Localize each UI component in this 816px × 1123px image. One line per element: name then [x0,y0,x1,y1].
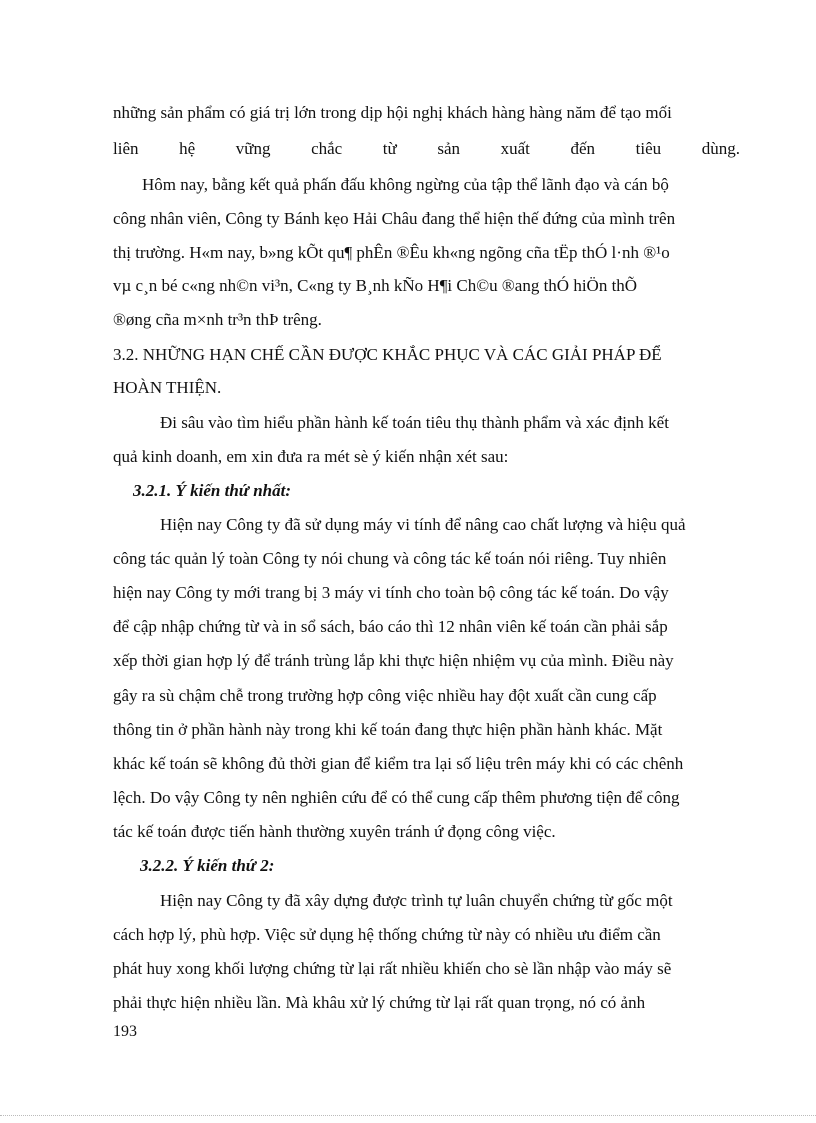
paragraph-line: phải thực hiện nhiều lần. Mà khâu xử lý chứng từ lại rất quan trọng, nó có ảnh [113,993,646,1012]
paragraph-line: thị trường. H«m nay, b»ng kÕt qu¶ phÊn ®Êu kh«ng ngõng cña tËp thÓ l·nh ®¹o [113,243,670,262]
paragraph-line: Đi sâu vào tìm hiểu phần hành kế toán tiêu thụ thành phẩm và xác định kết [160,413,669,432]
paragraph-line: vµ c¸n bé c«ng nh©n vi³n, C«ng ty B¸nh kÑo H¶i Ch©u ®ang thÓ hiÖn thÕ [113,276,638,295]
paragraph-line: công nhân viên, Công ty Bánh kẹo Hải Châu đang thể hiện thế đứng của mình trên [113,209,676,228]
paragraph-line: lệch. Do vậy Công ty nên nghiên cứu để có thể cung cấp thêm phương tiện để công [113,788,680,807]
paragraph-line: gây ra sù chậm chễ trong trường hợp công việc nhiều hay đột xuất cần cung cấp [113,686,657,705]
paragraph-line: khác kế toán sẽ không đủ thời gian để kiểm tra lại số liệu trên máy khi có các chênh [113,754,684,773]
paragraph-line: những sản phẩm có giá trị lớn trong dịp hội nghị khách hàng hàng năm để tạo mối [113,103,672,122]
paragraph-line: ®øng cña m×nh tr³n thÞ trêng. [113,310,322,329]
paragraph-line: quả kinh doanh, em xin đưa ra mét sè ý kiến nhận xét sau: [113,447,509,466]
paragraph-line: cách hợp lý, phù hợp. Việc sử dụng hệ thống chứng từ này có nhiều ưu điểm cần [113,925,661,944]
subsection-heading: 3.2.2. Ý kiến thứ 2: [140,856,275,875]
paragraph-line: để cập nhập chứng từ và in sổ sách, báo cáo thì 12 nhân viên kế toán cần phải sắp [113,617,668,636]
section-heading: HOÀN THIỆN. [113,378,222,397]
paragraph-line: liên hệ vững chắc từ sản xuất đến tiêu dùng. [113,139,740,158]
paragraph-line: công tác quản lý toàn Công ty nói chung và công tác kế toán nói riêng. Tuy nhiên [113,549,667,568]
paragraph-line: Hôm nay, bằng kết quả phấn đấu không ngừng của tập thể lãnh đạo và cán bộ [142,175,669,194]
paragraph-line: xếp thời gian hợp lý để tránh trùng lắp khi thực hiện nhiệm vụ của mình. Điều này [113,651,674,670]
paragraph-line: tác kế toán được tiến hành thường xuyên tránh ứ đọng công việc. [113,822,556,841]
paragraph-line: hiện nay Công ty mới trang bị 3 máy vi tính cho toàn bộ công tác kế toán. Do vậy [113,583,669,602]
paragraph-line: phát huy xong khối lượng chứng từ lại rất nhiều khiến cho sè lần nhập vào máy sẽ [113,959,672,978]
section-heading: 3.2. NHỮNG HẠN CHẾ CẦN ĐƯỢC KHẮC PHỤC VÀ CÁC GIẢI PHÁP ĐỂ [113,345,662,364]
subsection-heading: 3.2.1. Ý kiến thứ nhất: [133,481,292,500]
paragraph-line: thông tin ở phần hành này trong khi kế toán đang thực hiện phần hành khác. Mặt [113,720,663,739]
page-bottom-border [0,1115,816,1116]
page-number: 193 [113,1023,137,1040]
paragraph-line: Hiện nay Công ty đã sử dụng máy vi tính để nâng cao chất lượng và hiệu quả [160,515,686,534]
paragraph-line: Hiện nay Công ty đã xây dựng được trình tự luân chuyển chứng từ gốc một [160,891,673,910]
